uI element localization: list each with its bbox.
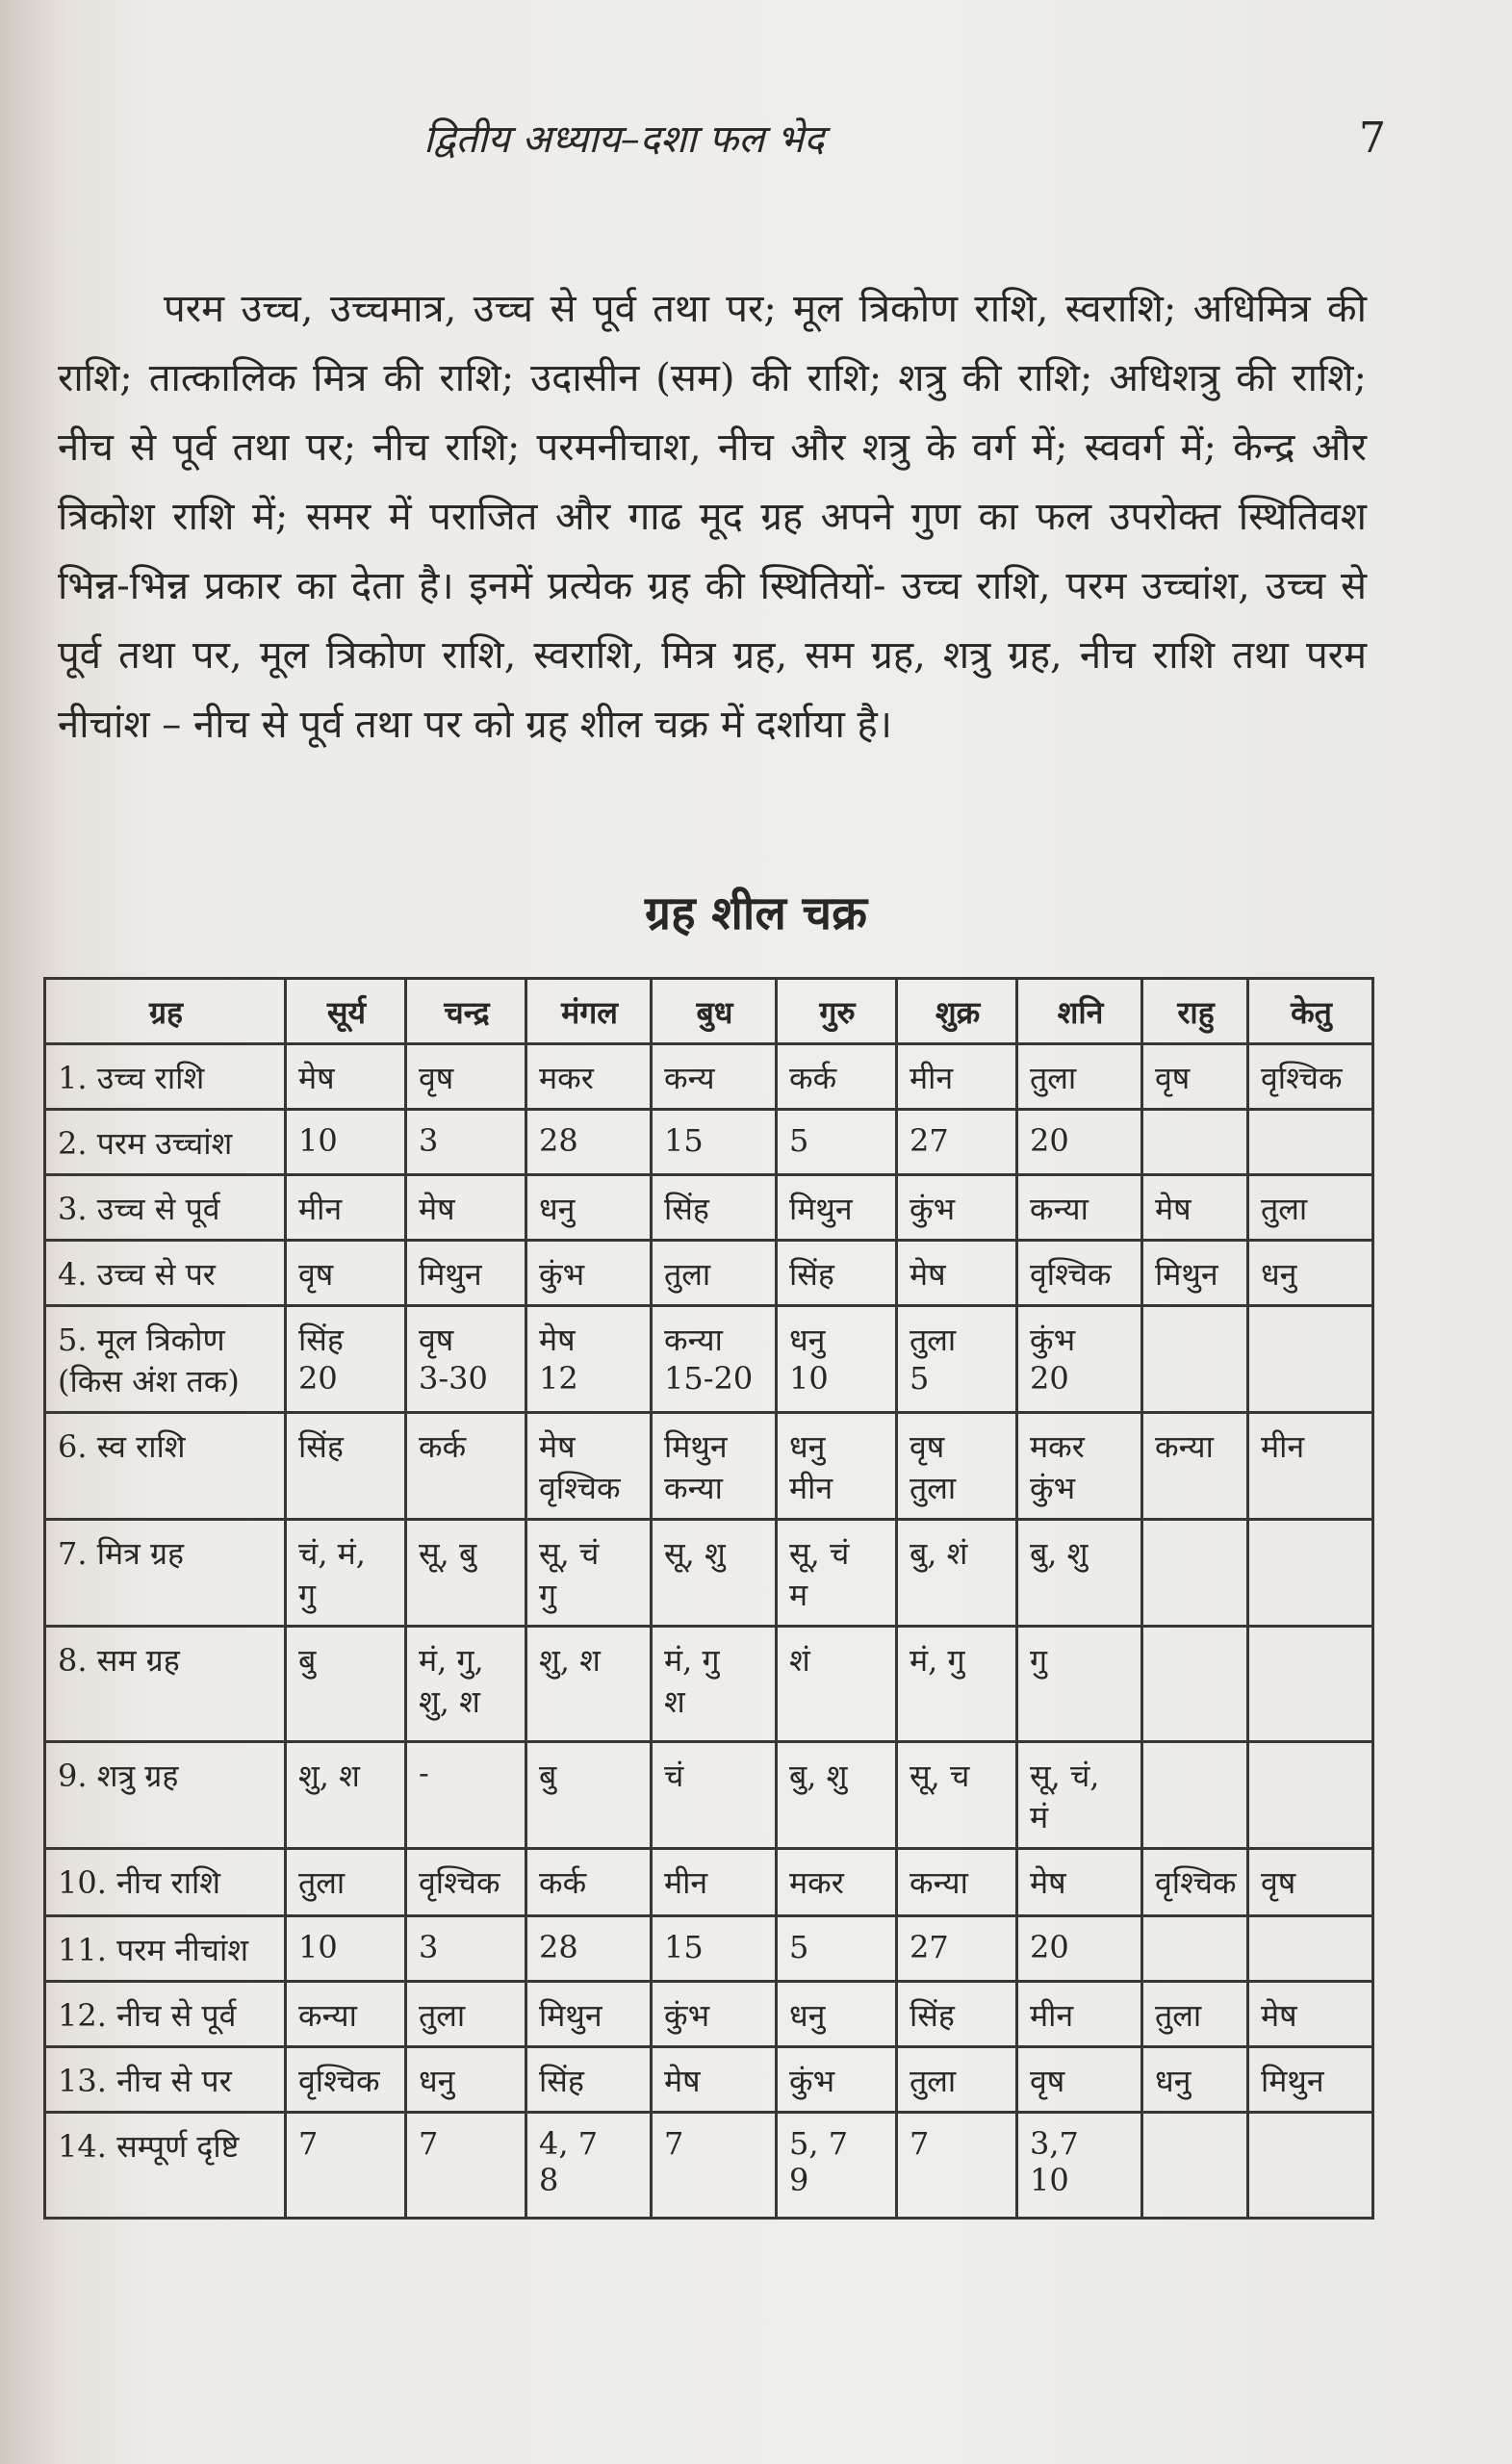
- table-row: [45, 1520, 1373, 1627]
- table-cell: मिथुन: [526, 1982, 652, 2047]
- table-cell: कन्या: [897, 1849, 1017, 1916]
- table-cell: कर्क: [777, 1044, 897, 1110]
- table-cell: कन्या: [1142, 1413, 1248, 1520]
- table-cell: 5: [777, 1916, 897, 1982]
- table-cell: मीन: [652, 1849, 777, 1916]
- table-cell: कुंभ: [897, 1175, 1017, 1241]
- table-cell: कुंभ: [526, 1241, 652, 1306]
- table-cell: 3,7 10: [1017, 2113, 1142, 2219]
- table-cell: कन्या: [1017, 1175, 1142, 1241]
- table-cell: वृष तुला: [897, 1413, 1017, 1520]
- table-cell: 7: [406, 2113, 526, 2219]
- table-row: [45, 1849, 1373, 1916]
- row-label-cell: 13. नीच से पर: [45, 2047, 286, 2113]
- table-cell: [1142, 1520, 1248, 1627]
- table-cell: तुला: [286, 1849, 406, 1916]
- table-cell: बु, शु: [1017, 1520, 1142, 1627]
- header-cell: मंगल: [526, 979, 652, 1044]
- row-label-cell: 14. सम्पूर्ण दृष्टि: [45, 2113, 286, 2219]
- table-cell: शु, श: [286, 1742, 406, 1849]
- row-label-cell: 11. परम नीचांश: [45, 1916, 286, 1982]
- table-cell: मेष: [1248, 1982, 1373, 2047]
- graha-sheel-chakra-table: [43, 977, 1374, 2220]
- table-row: [45, 1982, 1373, 2047]
- table-cell: बु, शु: [777, 1742, 897, 1849]
- table-cell: सिंह: [777, 1241, 897, 1306]
- table-cell: कन्या 15-20: [652, 1306, 777, 1413]
- table-cell: मेष: [897, 1241, 1017, 1306]
- table-cell: [1142, 1110, 1248, 1175]
- table-cell: तुला: [406, 1982, 526, 2047]
- table-cell: -: [406, 1742, 526, 1849]
- header-cell: सूर्य: [286, 979, 406, 1044]
- table-cell: 3: [406, 1110, 526, 1175]
- table-cell: 20: [1017, 1110, 1142, 1175]
- header-cell: राहु: [1142, 979, 1248, 1044]
- table-cell: सू, चं, मं: [1017, 1742, 1142, 1849]
- table-cell: धनु मीन: [777, 1413, 897, 1520]
- table-cell: तुला: [652, 1241, 777, 1306]
- table-cell: बु: [526, 1742, 652, 1849]
- table-cell: [1248, 1520, 1373, 1627]
- row-label-cell: 10. नीच राशि: [45, 1849, 286, 1916]
- header-cell: गुरु: [777, 979, 897, 1044]
- table-cell: मिथुन: [1142, 1241, 1248, 1306]
- table-cell: मेष: [652, 2047, 777, 2113]
- table-cell: बु, शं: [897, 1520, 1017, 1627]
- table-cell: वृष: [1142, 1044, 1248, 1110]
- table-cell: मेष 12: [526, 1306, 652, 1413]
- header-cell: चन्द्र: [406, 979, 526, 1044]
- header-cell: शुक्र: [897, 979, 1017, 1044]
- table-cell: वृष 3-30: [406, 1306, 526, 1413]
- table-cell: सिंह 20: [286, 1306, 406, 1413]
- table-header-row: [45, 979, 1373, 1044]
- table-cell: [1142, 1742, 1248, 1849]
- table-cell: [1248, 1916, 1373, 1982]
- table-cell: मेष वृश्चिक: [526, 1413, 652, 1520]
- table-cell: मं, गु: [897, 1627, 1017, 1742]
- table-cell: वृश्चिक: [1248, 1044, 1373, 1110]
- table-cell: तुला: [1248, 1175, 1373, 1241]
- table-cell: सू, चं गु: [526, 1520, 652, 1627]
- table-cell: कन्य: [652, 1044, 777, 1110]
- table-cell: मेष: [1142, 1175, 1248, 1241]
- table-cell: बु: [286, 1627, 406, 1742]
- table-cell: 10: [286, 1916, 406, 1982]
- table-cell: तुला: [897, 2047, 1017, 2113]
- table-cell: कुंभ: [652, 1982, 777, 2047]
- table-row: [45, 2047, 1373, 2113]
- table-cell: वृष: [1248, 1849, 1373, 1916]
- table-cell: कन्या: [286, 1982, 406, 2047]
- table-cell: कर्क: [526, 1849, 652, 1916]
- table-cell: [1142, 1916, 1248, 1982]
- header-cell: शनि: [1017, 979, 1142, 1044]
- page-number: 7: [1359, 114, 1386, 163]
- table-cell: वृश्चिक: [1017, 1241, 1142, 1306]
- table-cell: मेष: [286, 1044, 406, 1110]
- table-cell: धनु: [1248, 1241, 1373, 1306]
- table-cell: 10: [286, 1110, 406, 1175]
- table-cell: [1248, 1110, 1373, 1175]
- table-cell: [1142, 1627, 1248, 1742]
- table-cell: सू, च: [897, 1742, 1017, 1849]
- table-cell: 27: [897, 1916, 1017, 1982]
- header-cell: ग्रह: [45, 979, 286, 1044]
- body-paragraph: परम उच्च, उच्चमात्र, उच्च से पूर्व तथा पर; मूल त्रिकोण राशि, स्वराशि; अधिमित्र की राशि; तात्कालिक मित्र की राशि; उदासीन (सम) की राशि; शत्रु की राशि; अधिशत्रु की राशि; नीच से पूर्व तथा पर; नीच राशि; परमनीचाश, नीच और शत्रु के वर्ग में; स्ववर्ग में; केन्द्र और त्रिकोश राशि में; समर में पराजित और गाढ मूद ग्रह अपने गुण का फल उपरोक्त स्थितिवश भिन्न-भिन्न प्रकार का देता है। इनमें प्रत्येक ग्रह की स्थितियों- उच्च राशि, परम उच्चांश, उच्च से पूर्व तथा पर, मूल त्रिकोण राशि, स्वराशि, मित्र ग्रह, सम ग्रह, शत्रु ग्रह, नीच राशि तथा परम नीचांश – नीच से पूर्व तथा पर को ग्रह शील चक्र में दर्शाया है।: [58, 287, 1367, 747]
- table-cell: [1248, 1627, 1373, 1742]
- table-cell: तुला 5: [897, 1306, 1017, 1413]
- table-cell: तुला: [1017, 1044, 1142, 1110]
- table-cell: 4, 7 8: [526, 2113, 652, 2219]
- table-cell: मं, गु, शु, श: [406, 1627, 526, 1742]
- chapter-title: द्वितीय अध्याय–दशा फल भेद: [423, 117, 825, 162]
- table-cell: 7: [897, 2113, 1017, 2219]
- table-cell: [1248, 2113, 1373, 2219]
- row-label-cell: 3. उच्च से पूर्व: [45, 1175, 286, 1241]
- row-label-cell: 9. शत्रु ग्रह: [45, 1742, 286, 1849]
- table-row: [45, 1241, 1373, 1306]
- table-cell: सिंह: [286, 1413, 406, 1520]
- table-cell: मिथुन: [1248, 2047, 1373, 2113]
- table-cell: [1248, 1306, 1373, 1413]
- row-label-cell: 2. परम उच्चांश: [45, 1110, 286, 1175]
- table-cell: धनु 10: [777, 1306, 897, 1413]
- table-cell: वृष: [286, 1241, 406, 1306]
- table-cell: सू, बु: [406, 1520, 526, 1627]
- table-cell: 28: [526, 1916, 652, 1982]
- table-cell: मकर कुंभ: [1017, 1413, 1142, 1520]
- header-cell: केतु: [1248, 979, 1373, 1044]
- header-cell: बुध: [652, 979, 777, 1044]
- table-cell: 5: [777, 1110, 897, 1175]
- table-cell: सिंह: [526, 2047, 652, 2113]
- table-cell: मेष: [1017, 1849, 1142, 1916]
- table-cell: 5, 7 9: [777, 2113, 897, 2219]
- row-label-cell: 8. सम ग्रह: [45, 1627, 286, 1742]
- table-cell: धनु: [406, 2047, 526, 2113]
- table-cell: गु: [1017, 1627, 1142, 1742]
- table-cell: 15: [652, 1916, 777, 1982]
- table-cell: कुंभ 20: [1017, 1306, 1142, 1413]
- row-label-cell: 5. मूल त्रिकोण (किस अंश तक): [45, 1306, 286, 1413]
- table-cell: वृश्चिक: [406, 1849, 526, 1916]
- table-cell: मेष: [406, 1175, 526, 1241]
- table-row: [45, 2113, 1373, 2219]
- table-cell: मिथुन: [406, 1241, 526, 1306]
- table-cell: 27: [897, 1110, 1017, 1175]
- table-cell: [1142, 2113, 1248, 2219]
- table-cell: मीन: [1248, 1413, 1373, 1520]
- table-cell: मिथुन कन्या: [652, 1413, 777, 1520]
- table-cell: सू, शु: [652, 1520, 777, 1627]
- table-cell: सिंह: [652, 1175, 777, 1241]
- table-cell: मीन: [286, 1175, 406, 1241]
- row-label-cell: 6. स्व राशि: [45, 1413, 286, 1520]
- table-cell: मीन: [1017, 1982, 1142, 2047]
- table-row: [45, 1413, 1373, 1520]
- table-cell: मिथुन: [777, 1175, 897, 1241]
- row-label-cell: 12. नीच से पूर्व: [45, 1982, 286, 2047]
- table-cell: 28: [526, 1110, 652, 1175]
- table-cell: धनु: [526, 1175, 652, 1241]
- table-cell: [1142, 1306, 1248, 1413]
- table-cell: शं: [777, 1627, 897, 1742]
- table-cell: धनु: [777, 1982, 897, 2047]
- table-cell: वृष: [406, 1044, 526, 1110]
- table-cell: 7: [286, 2113, 406, 2219]
- row-label-cell: 4. उच्च से पर: [45, 1241, 286, 1306]
- table-cell: वृश्चिक: [1142, 1849, 1248, 1916]
- table-row: [45, 1627, 1373, 1742]
- table-row: [45, 1916, 1373, 1982]
- table-cell: धनु: [1142, 2047, 1248, 2113]
- table-cell: कर्क: [406, 1413, 526, 1520]
- table-cell: मीन: [897, 1044, 1017, 1110]
- table-row: [45, 1175, 1373, 1241]
- table-row: [45, 1110, 1373, 1175]
- row-label-cell: 7. मित्र ग्रह: [45, 1520, 286, 1627]
- table-row: [45, 1306, 1373, 1413]
- table-cell: चं, मं, गु: [286, 1520, 406, 1627]
- table-cell: मकर: [777, 1849, 897, 1916]
- table-cell: तुला: [1142, 1982, 1248, 2047]
- table-cell: सिंह: [897, 1982, 1017, 2047]
- table-row: [45, 1044, 1373, 1110]
- table-cell: मं, गु श: [652, 1627, 777, 1742]
- table-cell: 7: [652, 2113, 777, 2219]
- table-cell: 20: [1017, 1916, 1142, 1982]
- table-cell: 15: [652, 1110, 777, 1175]
- table-title: ग्रह शील चक्र: [645, 886, 867, 940]
- table-cell: शु, श: [526, 1627, 652, 1742]
- table-cell: चं: [652, 1742, 777, 1849]
- table-cell: वृष: [1017, 2047, 1142, 2113]
- table-cell: कुंभ: [777, 2047, 897, 2113]
- table-cell: मकर: [526, 1044, 652, 1110]
- table-cell: [1248, 1742, 1373, 1849]
- table-row: [45, 1742, 1373, 1849]
- table-cell: वृश्चिक: [286, 2047, 406, 2113]
- running-head: [423, 111, 1386, 164]
- table-cell: 3: [406, 1916, 526, 1982]
- row-label-cell: 1. उच्च राशि: [45, 1044, 286, 1110]
- table-cell: सू, चं म: [777, 1520, 897, 1627]
